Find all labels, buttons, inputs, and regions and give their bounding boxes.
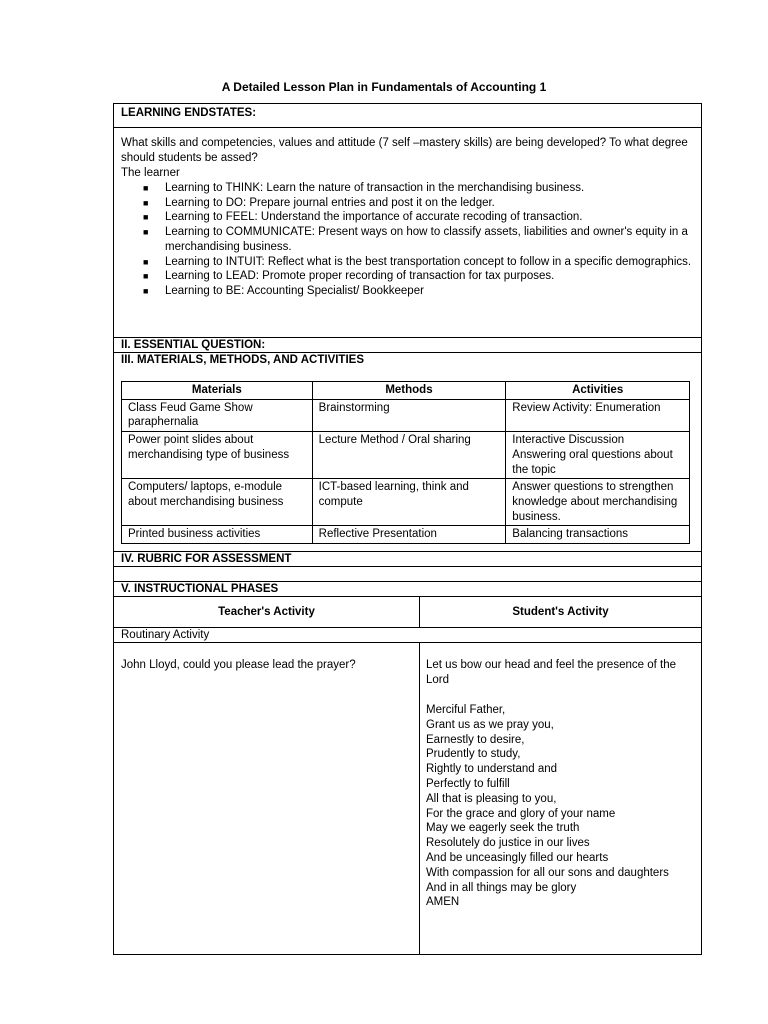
list-item: ■ Learning to LEAD: Promote proper recording of transaction for tax purposes. bbox=[143, 270, 555, 283]
table-cell: Lecture Method / Oral sharing bbox=[312, 432, 506, 479]
learning-endstates-list bbox=[121, 181, 694, 299]
bullet-icon: ■ bbox=[143, 183, 149, 193]
table-row bbox=[122, 399, 690, 431]
table-cell: Printed business activities bbox=[122, 526, 313, 544]
list-item: ■ Learning to COMMUNICATE: Present ways on how to classify assets, liabilities and owner's equity in a merchandising business. bbox=[143, 226, 688, 253]
bullet-icon: ■ bbox=[143, 285, 149, 296]
bullet-icon: ■ bbox=[143, 271, 149, 282]
bullet-icon: ■ bbox=[143, 212, 149, 223]
table-cell: Answer questions to strengthen knowledge about merchandising business. bbox=[506, 479, 690, 526]
materials-methods-activities-table bbox=[121, 381, 690, 544]
column-header-materials: Materials bbox=[122, 382, 313, 400]
routinary-activity-label: Routinary Activity bbox=[114, 628, 701, 643]
table-cell: Power point slides about merchandising type of business bbox=[122, 432, 313, 479]
document-title: A Detailed Lesson Plan in Fundamentals of Accounting 1 bbox=[221, 80, 547, 94]
bullet-icon: ■ bbox=[143, 256, 149, 267]
list-item: ■ Learning to DO: Prepare journal entries and post it on the ledger. bbox=[143, 196, 495, 209]
teacher-prayer-text: John Lloyd, could you please lead the prayer? bbox=[114, 643, 420, 954]
table-cell: Class Feud Game Show paraphernalia bbox=[122, 399, 313, 431]
prayer-text: Merciful Father, Grant us as we pray you, Earnestly to desire, Prudently to study, Rightly to understand and Perfectly to fulfill All that is pleasing to you, For the grace and glory of your name May we eagerly seek the truth Resolutely do justice in our lives And be unceasingly filled our hearts With compassion for all our sons and daughters And in all things may be glory AMEN bbox=[426, 704, 669, 909]
rubric-empty-row bbox=[114, 567, 701, 582]
student-intro-text: Let us bow our head and feel the presence of the Lord bbox=[426, 659, 676, 686]
rubric-heading: IV. RUBRIC FOR ASSESSMENT bbox=[114, 552, 701, 567]
table-row bbox=[122, 526, 690, 544]
table-cell: Computers/ laptops, e-module about merchandising business bbox=[122, 479, 313, 526]
materials-heading: III. MATERIALS, METHODS, AND ACTIVITIES bbox=[121, 354, 364, 366]
learning-endstates-section bbox=[114, 128, 701, 338]
teacher-activity-header: Teacher's Activity bbox=[114, 597, 420, 627]
list-item: ■ Learning to BE: Accounting Specialist/ Bookkeeper bbox=[143, 284, 424, 297]
table-row bbox=[122, 432, 690, 479]
bullet-icon: ■ bbox=[143, 227, 149, 238]
learning-endstates-question: What skills and competencies, values and attitude (7 self –mastery skills) are being developed? To what degree should students be assed? bbox=[121, 137, 688, 164]
column-header-methods: Methods bbox=[312, 382, 506, 400]
list-item: ■ Learning to FEEL: Understand the importance of accurate recoding of transaction. bbox=[143, 211, 583, 224]
activity-header-row bbox=[114, 597, 701, 628]
table-cell: Brainstorming bbox=[312, 399, 506, 431]
table-cell: Balancing transactions bbox=[506, 526, 690, 544]
instructional-heading: V. INSTRUCTIONAL PHASES bbox=[114, 582, 701, 597]
essential-question-heading: II. ESSENTIAL QUESTION: bbox=[114, 338, 701, 353]
bullet-icon: ■ bbox=[143, 197, 149, 208]
table-cell: Reflective Presentation bbox=[312, 526, 506, 544]
learner-intro: The learner bbox=[121, 167, 180, 179]
column-header-activities: Activities bbox=[506, 382, 690, 400]
materials-section bbox=[114, 353, 701, 552]
table-row bbox=[122, 479, 690, 526]
list-item: ■ Learning to INTUIT: Reflect what is the best transportation concept to follow in a specific demographics. bbox=[143, 255, 692, 268]
prayer-row bbox=[114, 643, 701, 954]
table-cell: Review Activity: Enumeration bbox=[506, 399, 690, 431]
learning-endstates-heading: LEARNING ENDSTATES: bbox=[114, 104, 701, 128]
table-cell: Interactive Discussion Answering oral questions about the topic bbox=[506, 432, 690, 479]
student-activity-header: Student's Activity bbox=[512, 606, 609, 618]
lesson-plan-table bbox=[113, 103, 702, 955]
table-cell: ICT-based learning, think and compute bbox=[312, 479, 506, 526]
list-item: ■ Learning to THINK: Learn the nature of transaction in the merchandising business. bbox=[143, 182, 585, 194]
student-prayer-cell bbox=[420, 643, 701, 954]
